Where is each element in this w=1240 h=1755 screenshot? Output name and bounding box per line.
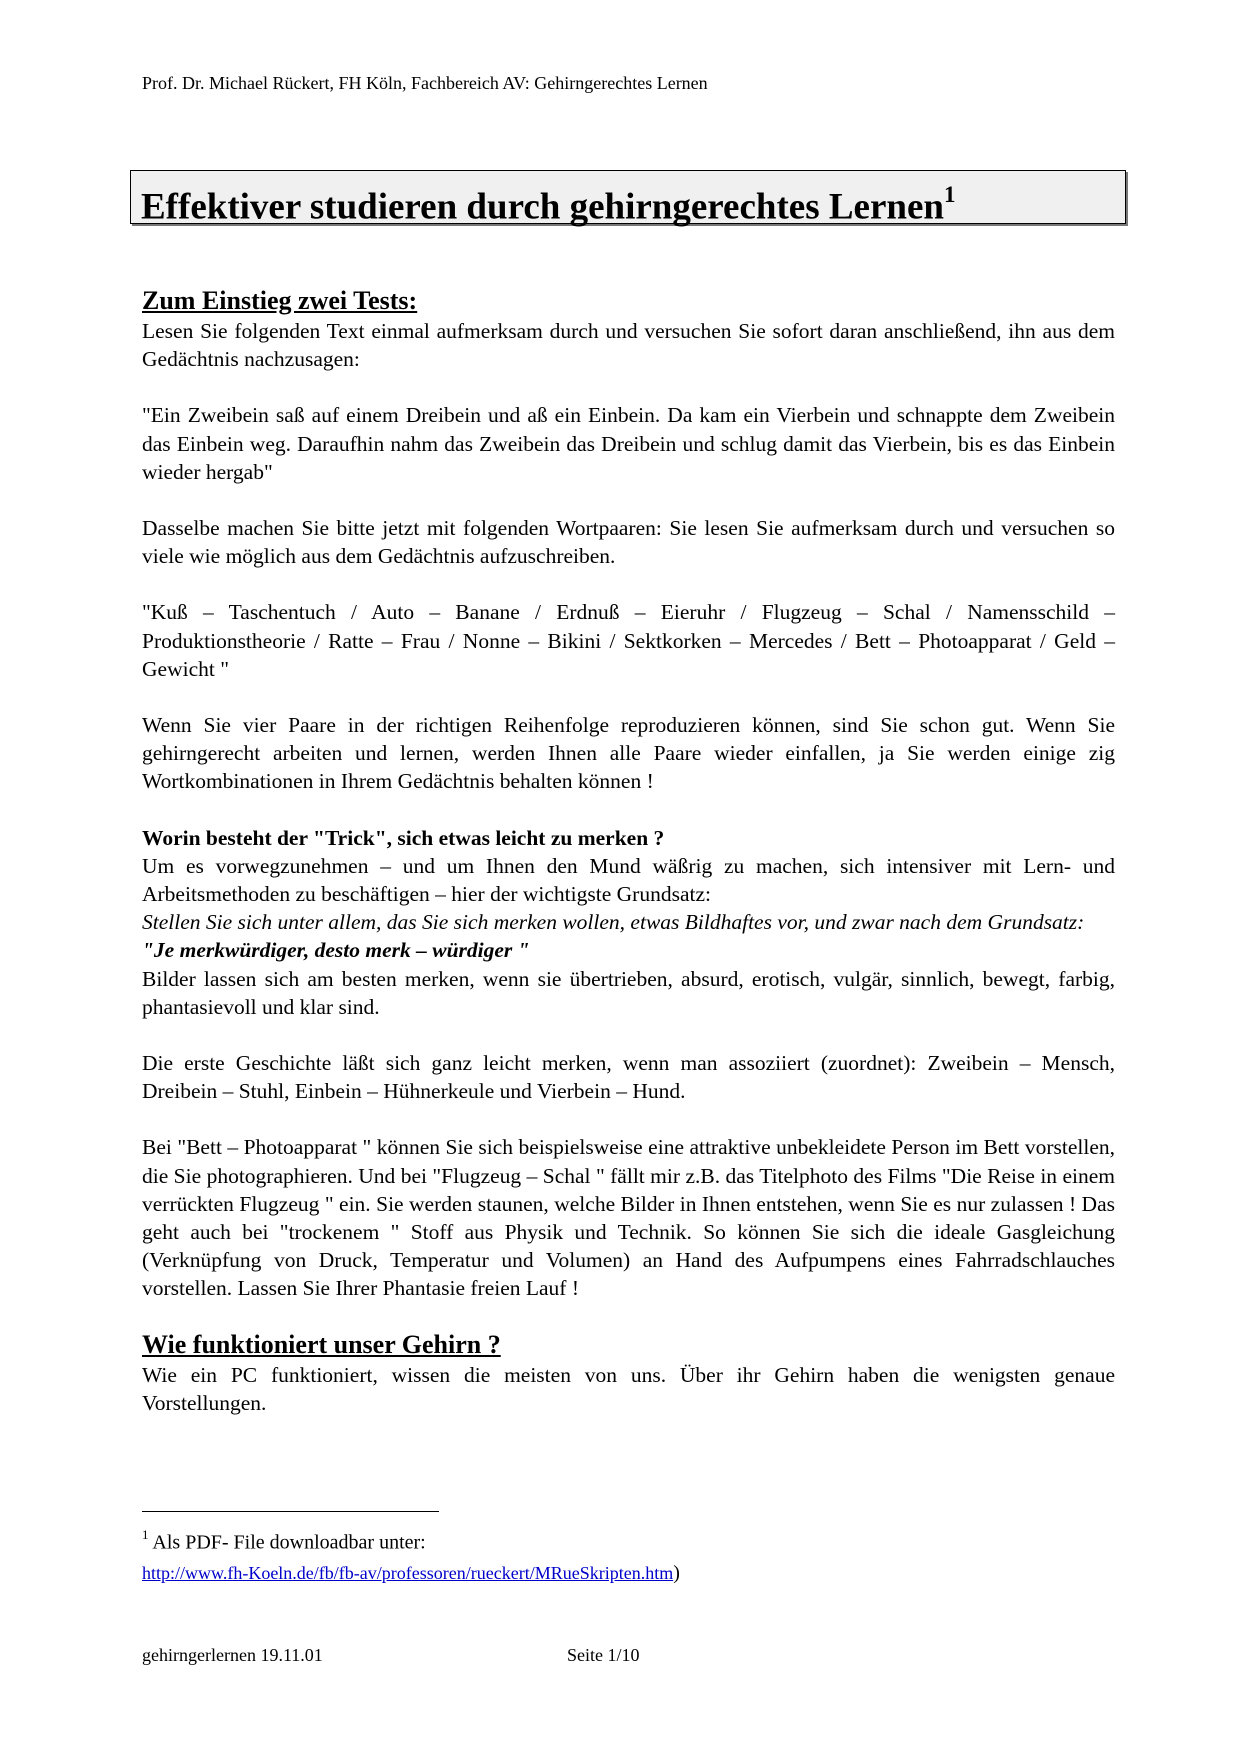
paragraph-intro: Lesen Sie folgenden Text einmal aufmerksam durch und versuchen Sie sofort daran anschließend, ihn aus dem Gedächtnis nachzusagen: — [142, 319, 1115, 372]
paragraph-principle: Stellen Sie sich unter allem, das Sie sich merken wollen, etwas Bildhaftes vor, und zwar nach dem Grundsatz: — [142, 910, 1085, 935]
paragraph-images: Bilder lassen sich am besten merken, wenn sie übertrieben, absurd, erotisch, vulgär, sinnlich, bewegt, farbig, phantasievoll und klar sind. — [142, 966, 1115, 1019]
title-footnote-mark[interactable]: 1 — [943, 182, 956, 207]
footnote-separator — [142, 1511, 439, 1512]
paragraph-examples: Bei "Bett – Photoapparat " können Sie sich beispielsweise eine attraktive unbekleidete Person im Bett vorstellen, die Sie photographieren. Und bei "Flugzeug – Schal " fällt mir z.B. das Titelphoto des Films "Die Reise in einem verrückten Flugzeug " ein. Sie werden staunen, welche Bilder in Ihnen entstehen, wenn Sie es nur zulassen ! Das geht auch bei "trockenem " Stoff aus Physik und Technik. So können Sie sich die ideale Gasgleichung (Verknüpfung von Druck, Temperatur und Volumen) an Hand des Aufpumpens eines Fahrradschlauches vorstellen. Lassen Sie Ihrer Phantasie freien Lauf ! — [142, 1135, 1115, 1301]
motto: "Je merkwürdiger, desto merk – würdiger " — [142, 938, 530, 963]
footnote-mark: 1 — [142, 1527, 149, 1542]
footnote-text: Als PDF- File downloadbar unter: — [152, 1531, 426, 1554]
title-box — [130, 170, 1126, 228]
footnote-trailing: ) — [673, 1561, 680, 1584]
quote-wordpairs: "Kuß – Taschentuch / Auto – Banane / Erdnuß – Eieruhr / Flugzeug – Schal / Namensschild – Produktionstheorie / Ratte – Frau / Nonne – Bikini / Sektkorken – Mercedes / Bett – Photoapparat / Geld – Gewicht " — [142, 600, 1115, 681]
paragraph-wordpairs-intro: Dasselbe machen Sie bitte jetzt mit folgenden Wortpaaren: Sie lesen Sie aufmerksam durch und versuchen so viele wie möglich aus dem Gedächtnis aufzuschreiben. — [142, 516, 1115, 569]
paragraph-brain: Wie ein PC funktioniert, wissen die meisten von uns. Über ihr Gehirn haben die wenigsten genaue Vorstellungen. — [142, 1362, 1115, 1415]
subheading-trick: Worin besteht der "Trick", sich etwas leicht zu merken ? — [142, 825, 665, 850]
footnote-link-line — [142, 1558, 1115, 1588]
section-heading-gehirn: Wie funktioniert unser Gehirn ? — [142, 1329, 501, 1359]
page-title — [141, 171, 1125, 234]
paragraph-trick: Um es vorwegzunehmen – und um Ihnen den Mund wäßrig zu machen, sich intensiver mit Lern- und Arbeitsmethoden zu beschäftigen – hier der wichtigste Grundsatz: — [142, 853, 1115, 907]
running-header: Prof. Dr. Michael Rückert, FH Köln, Fachbereich AV: Gehirngerechtes Lernen — [142, 73, 708, 93]
footnote-link[interactable]: http://www.fh-Koeln.de/fb/fb-av/professoren/rueckert/MRueSkripten.htm — [142, 1562, 674, 1583]
quote-story: "Ein Zweibein saß auf einem Dreibein und aß ein Einbein. Da kam ein Vierbein und schnappte dem Zweibein das Einbein weg. Daraufhin nahm das Zweibein das Dreibein und schlug damit das Vierbein, bis es das Einbein wieder hergab" — [142, 403, 1115, 484]
page-title-text: Effektiver studieren durch gehirngerechtes Lernen — [141, 186, 944, 228]
footnote — [142, 1522, 1115, 1588]
paragraph-first-story: Die erste Geschichte läßt sich ganz leicht merken, wenn man assoziiert (zuordnet): Zweibein – Mensch, Dreibein – Stuhl, Einbein – Hühnerkeule und Vierbein – Hund. — [142, 1051, 1115, 1104]
footer-page-number: Seite 1/10 — [567, 1645, 640, 1665]
footnote-line — [142, 1522, 1115, 1558]
main-content — [142, 285, 1115, 1417]
footer-filename: gehirngerlernen 19.11.01 — [142, 1645, 323, 1665]
paragraph-result: Wenn Sie vier Paare in der richtigen Reihenfolge reproduzieren können, sind Sie schon gut. Wenn Sie gehirngerecht arbeiten und lernen, werden Ihnen alle Paare wieder einfallen, ja Sie werden einige zig Wortkombinationen in Ihrem Gedächtnis behalten können ! — [142, 713, 1115, 794]
section-heading-einstieg: Zum Einstieg zwei Tests: — [142, 286, 418, 315]
